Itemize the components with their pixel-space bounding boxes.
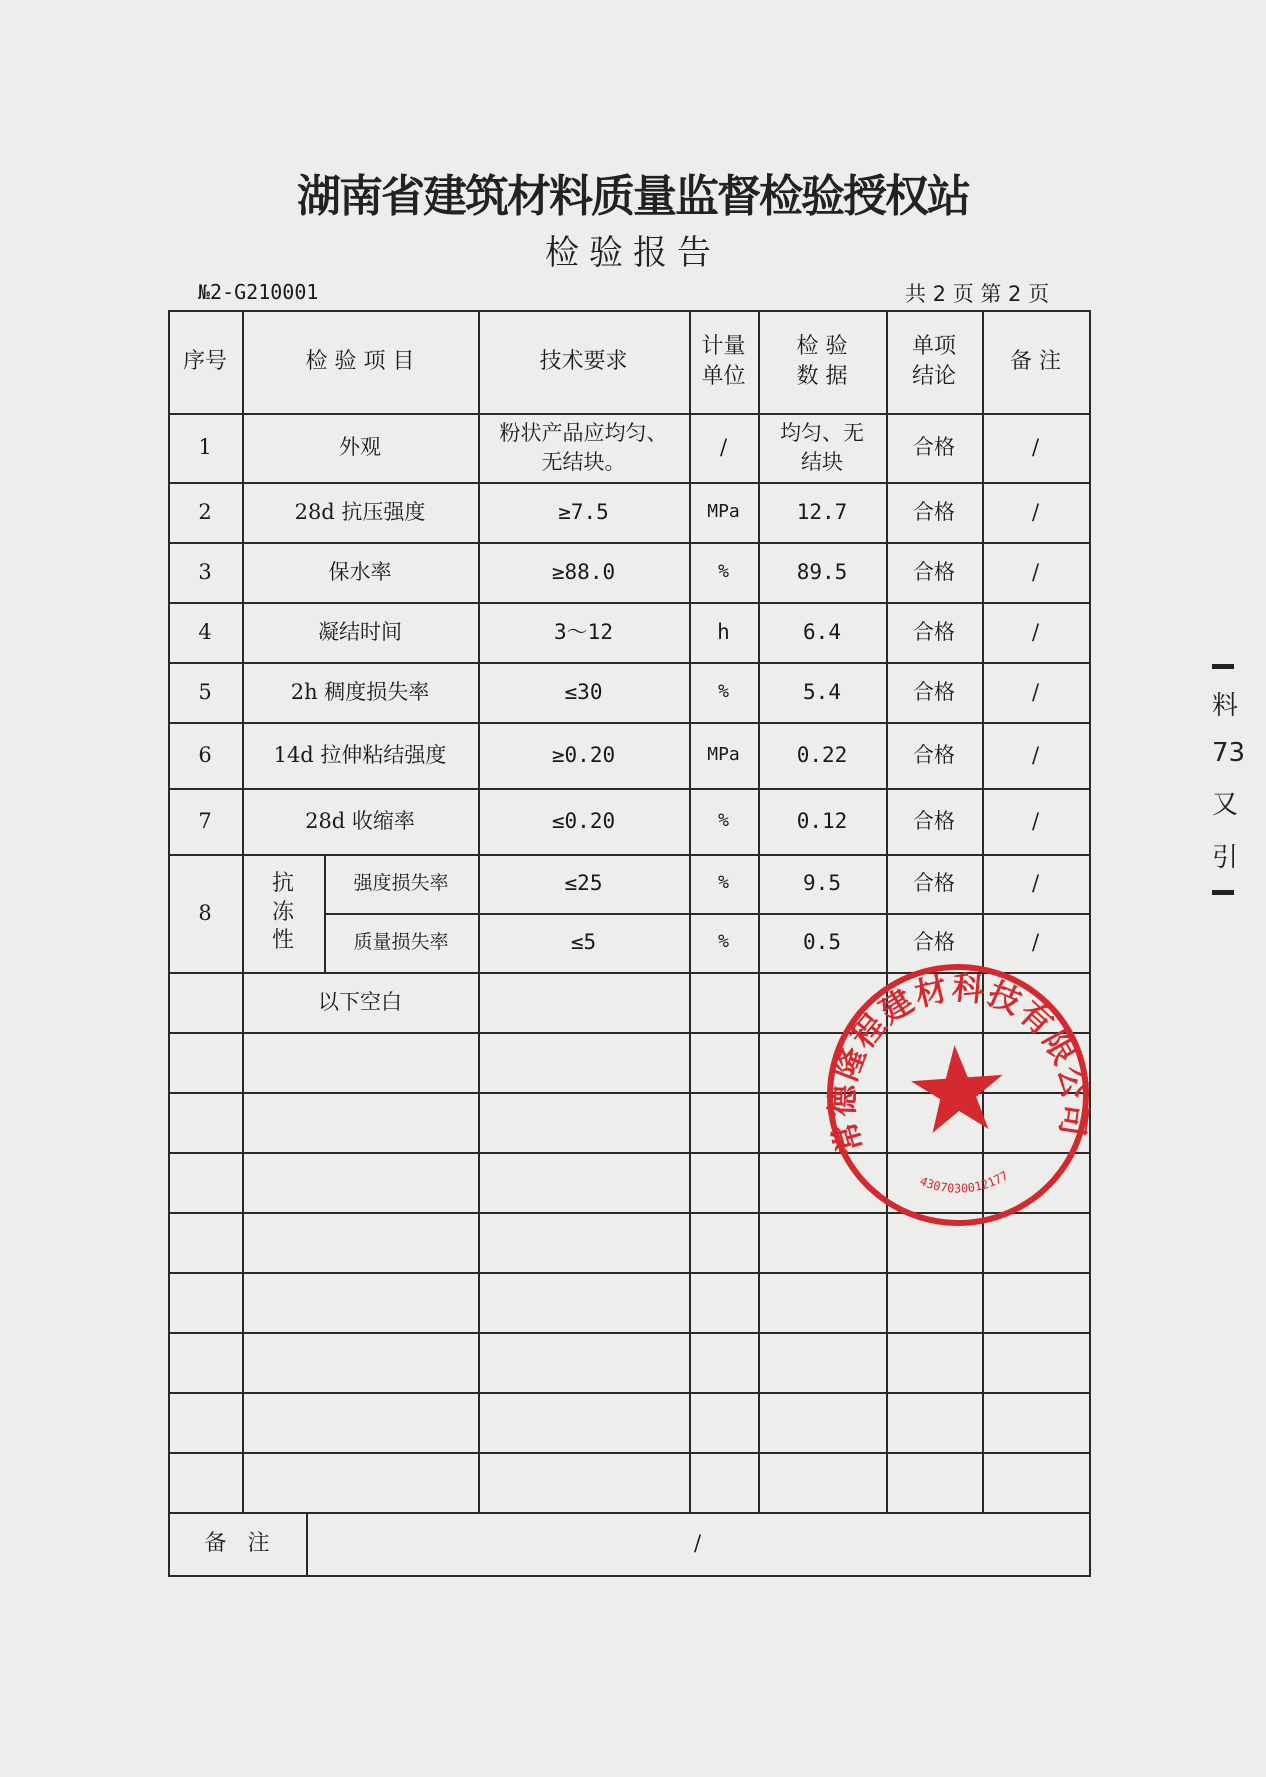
header-remark: 备 注 [1010, 348, 1061, 374]
row-8b-unit: % [718, 931, 729, 953]
row-3-item: 保水率 [328, 559, 392, 584]
row-2-seq: 2 [198, 499, 212, 524]
row-3-requirement: ≥88.0 [551, 559, 616, 584]
blank-below-note: 以下空白 [318, 989, 402, 1014]
row-5-seq: 5 [198, 679, 212, 704]
edge-char: 引 [1212, 843, 1239, 873]
row-5-requirement: ≤30 [564, 679, 603, 704]
header-conclusion: 单项 结论 [911, 333, 956, 389]
row-8-group-label: 抗 冻 性 [271, 871, 294, 954]
row-8a-requirement: ≤25 [564, 871, 603, 896]
edge-char: 又 [1212, 790, 1239, 820]
edge-char: 73 [1212, 738, 1246, 768]
row-3-remark: / [1031, 559, 1040, 584]
header-data: 检 验 数 据 [796, 333, 848, 389]
row-8b-remark: / [1031, 930, 1040, 955]
row-1-conclusion: 合格 [913, 435, 955, 460]
row-5-unit: % [718, 680, 729, 702]
row-2-remark: / [1031, 499, 1040, 524]
row-rule [168, 1392, 1091, 1394]
row-4-conclusion: 合格 [913, 619, 955, 644]
row-2-requirement: ≥7.5 [558, 499, 609, 524]
row-3-conclusion: 合格 [913, 559, 955, 584]
row-8b-requirement: ≤5 [570, 930, 597, 955]
row-1-data: 均匀、无 结块 [780, 421, 864, 474]
seal-code-path: 4307030012177 [917, 1168, 1011, 1196]
row-5-conclusion: 合格 [913, 679, 955, 704]
edge-char: 料 [1212, 691, 1239, 721]
row-8a-data: 9.5 [803, 871, 841, 896]
row-1-unit: / [719, 435, 728, 460]
row-8b-item: 质量损失率 [353, 930, 449, 953]
seal-company-path: 常德隆程建材科技有限公司 [823, 968, 1095, 1159]
row-8a-conclusion: 合格 [913, 871, 955, 896]
row-4-seq: 4 [198, 619, 212, 644]
table-border-right [1089, 310, 1091, 1577]
seal-star-icon [909, 1042, 1007, 1134]
row-8b-conclusion: 合格 [913, 930, 955, 955]
row-rule [168, 1272, 1091, 1274]
row-rule [168, 1452, 1091, 1454]
row-6-item: 14d 拉伸粘结强度 [273, 742, 447, 767]
report-number: №2-G210001 [198, 280, 319, 304]
header-item: 检 验 项 目 [305, 348, 415, 374]
row-6-requirement: ≥0.20 [551, 742, 616, 767]
row-2-unit: MPa [707, 500, 740, 522]
row-8b-data: 0.5 [803, 930, 841, 955]
row-1-requirement: 粉状产品应均匀、 无结块。 [499, 421, 668, 474]
row-7-requirement: ≤0.20 [551, 808, 616, 833]
header-requirement: 技术要求 [539, 348, 628, 374]
row-7-data: 0.12 [796, 808, 848, 833]
row-3-seq: 3 [198, 559, 212, 584]
row-8a-remark: / [1031, 871, 1040, 896]
row-2-data: 12.7 [796, 499, 848, 524]
row-7-remark: / [1031, 808, 1040, 833]
row-4-unit: h [717, 619, 730, 644]
row-6-conclusion: 合格 [913, 742, 955, 767]
row-1-seq: 1 [198, 435, 212, 460]
row-7-unit: % [718, 809, 729, 831]
row-7-conclusion: 合格 [913, 808, 955, 833]
row-6-remark: / [1031, 742, 1040, 767]
page-count: 共 2 页 第 2 页 [905, 282, 1050, 306]
edge-binding-marks [1212, 660, 1252, 899]
row-8a-item: 强度损失率 [353, 871, 449, 894]
row-4-requirement: 3～12 [554, 619, 613, 644]
row-5-remark: / [1031, 679, 1040, 704]
header-unit: 计量 单位 [701, 333, 746, 389]
row-1-remark: / [1031, 435, 1040, 460]
row-1-item: 外观 [339, 435, 381, 460]
header-seq: 序号 [182, 348, 227, 374]
row-6-data: 0.22 [796, 742, 848, 767]
seal-code-text [917, 1168, 1011, 1199]
row-7-item: 28d 收缩率 [305, 808, 415, 833]
inspection-table [168, 310, 1091, 1577]
footer-remark-label: 备 注 [204, 1530, 270, 1556]
row-6-unit: MPa [707, 743, 740, 765]
row-6-seq: 6 [198, 742, 212, 767]
row-3-unit: % [718, 560, 729, 582]
row-7-seq: 7 [198, 808, 212, 833]
row-8-seq: 8 [198, 900, 212, 925]
row-2-conclusion: 合格 [913, 499, 955, 524]
row-rule [168, 1332, 1091, 1334]
row-5-item: 2h 稠度损失率 [290, 679, 430, 704]
row-4-data: 6.4 [803, 619, 841, 644]
row-4-remark: / [1031, 619, 1040, 644]
edge-bar-bottom [1212, 890, 1234, 895]
row-4-item: 凝结时间 [318, 619, 402, 644]
footer-remark-value: / [693, 1531, 702, 1556]
edge-bar-top [1212, 664, 1234, 669]
row-2-item: 28d 抗压强度 [294, 499, 426, 524]
report-title: 检验报告 [545, 233, 721, 273]
row-8a-unit: % [718, 872, 729, 894]
row-5-data: 5.4 [803, 679, 841, 704]
company-seal [814, 951, 1102, 1239]
org-title: 湖南省建筑材料质量监督检验授权站 [297, 171, 969, 222]
row-3-data: 89.5 [796, 559, 848, 584]
